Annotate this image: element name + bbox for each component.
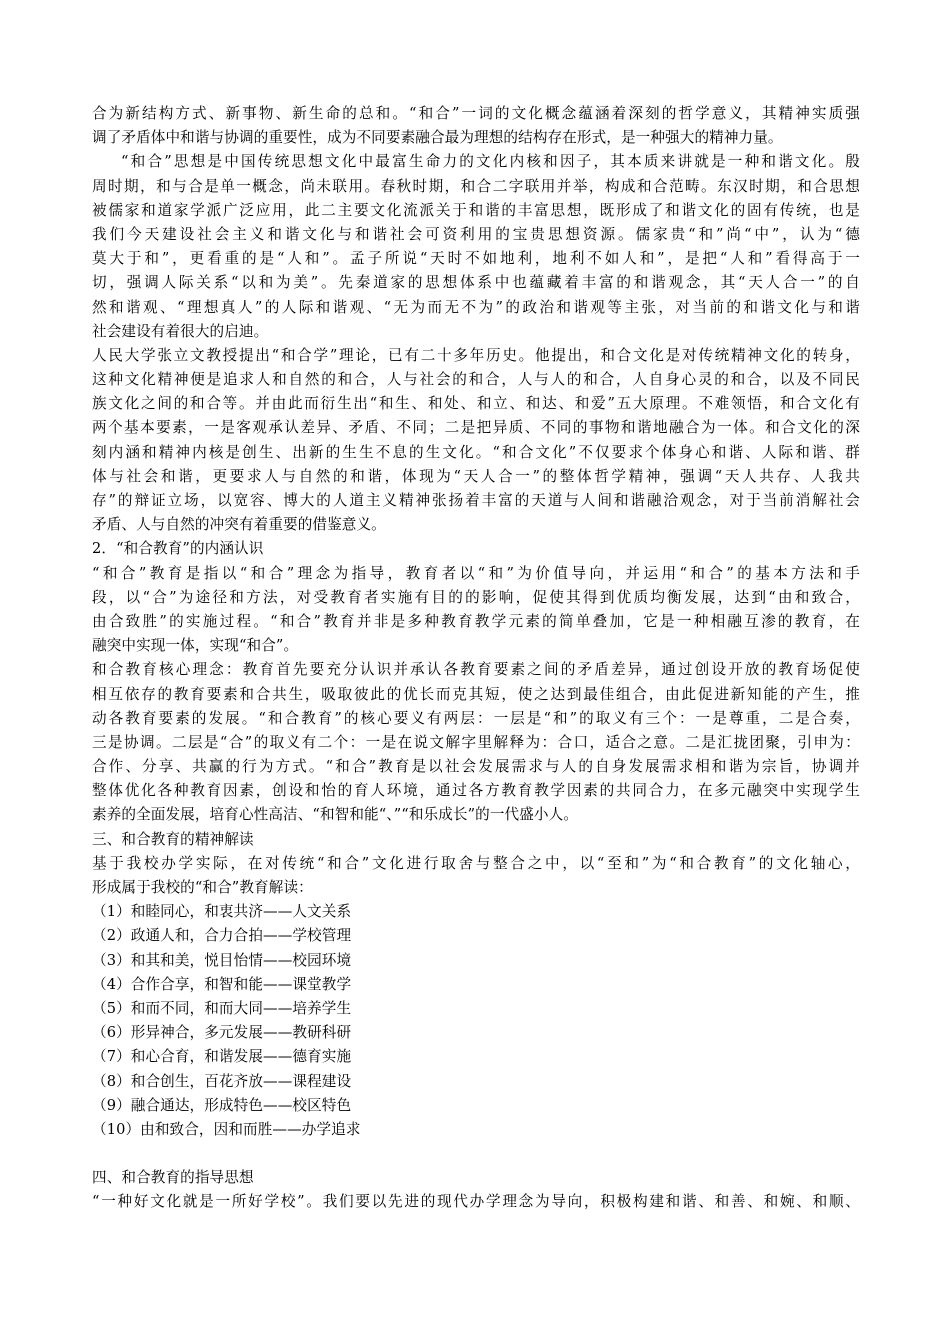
para-hehe-concept-end [92,102,860,150]
text-line: 周时期，和与合是单一概念，尚未联用。春秋时期，和合二字联用并举，构成和合范畴。东汉时期，和合思想 [92,177,860,195]
text-line: 段，以“合”为途径和方法，对受教育者实施有目的的影响，促使其得到优质均衡发展，达到“由和致合， [92,588,860,606]
para-zhang-liwen [92,344,860,538]
heading-spirit: 三、和合教育的精神解读 [92,830,254,848]
text-line: 动各教育要素的发展。“和合教育”的核心要义有两层：一层是“和”的取义有三个：一是尊重，二是合奏， [92,709,860,727]
para-school-interpretation [92,852,860,900]
text-line: 和合教育核心理念：教育首先要充分认识并承认各教育要素之间的矛盾差异，通过创设开放的教育场促使 [92,661,860,679]
text-line: “和合”教育是指以“和合”理念为指导，教育者以“和”为价值导向，并运用“和合”的基本方法和手 [92,564,860,582]
list-item: （5）和而不同，和而大同——培养学生 [92,999,352,1017]
heading-connotation: 2．“和合教育”的内涵认识 [92,540,264,558]
list-item: （2）政通人和，合力合拍——学校管理 [92,927,352,945]
text-line: “一种好文化就是一所好学校”。我们要以先进的现代办学理念为导向，积极构建和谐、和善、和婉、和顺、 [92,1193,860,1211]
interpretation-list [92,900,860,1142]
list-item: （4）合作合享，和智和能——课堂教学 [92,975,352,993]
text-line: 相互依存的教育要素和合共生，吸取彼此的优长而克其短，使之达到最佳组合，由此促进新知能的产生，推 [92,685,860,703]
list-item: （6）形异神合，多元发展——教研科研 [92,1024,352,1042]
text-line: 调了矛盾体中和谐与协调的重要性，成为不同要素融合最为理想的结构存在形式，是一种强大的精神力量。 [92,129,783,147]
text-line: 矛盾、人与自然的冲突有着重要的借鉴意义。 [92,516,386,534]
list-item: （9）融合通达，形成特色——校区特色 [92,1096,352,1114]
text-line: 族文化之间的和合等。并由此而衍生出“和生、和处、和立、和达、和爱”五大原理。不难领悟，和合文化有 [92,395,860,413]
heading-guiding: 四、和合教育的指导思想 [92,1169,254,1187]
text-line: 三是协调。二层是“合”的取义有二个：一是在说文解字里解释为：合口，适合之意。二是汇拢团聚，引申为： [92,733,860,751]
text-line: 存”的辩证立场，以宽容、博大的人道主义精神张扬着丰富的天道与人间和谐融洽观念，对于当前消解社会 [92,492,860,509]
text-line: 整体优化各种教育因素，创设和怡的育人环境，通过各方教育教学因素的共同合力，在多元融突中实现学生 [92,782,860,800]
list-item: （1）和睦同心，和衷共济——人文关系 [92,903,352,921]
list-item: （7）和心合育，和谐发展——德育实施 [92,1048,352,1066]
text-line: “和合”思想是中国传统思想文化中最富生命力的文化内核和因子，其本质来讲就是一种和谐文化。殷 [121,153,860,171]
list-item: （3）和其和美，悦目怡情——校园环境 [92,951,352,969]
document-page [92,102,860,1215]
para-core-concept [92,658,860,827]
text-line: 融突中实现一体，实现“和合”。 [92,637,299,655]
blank-line [92,1142,860,1166]
para-chinese-tradition [92,150,860,344]
text-line: 基于我校办学实际，在对传统“和合”文化进行取舍与整合之中，以“至和”为“和合教育”的文化轴心， [92,854,860,872]
text-line: 素养的全面发展，培育心性高洁、“和智和能“、”“和乐成长”的一代盛小人。 [92,806,579,824]
list-item: （10）由和致合，因和而胜——办学追求 [92,1120,361,1138]
text-line: 由合致胜”的实施过程。“和合”教育并非是多种教育教学元素的简单叠加，它是一种相融互渗的教育，在 [92,612,860,630]
text-line: 形成属于我校的“和合”教育解读： [92,879,313,896]
text-line: 合作、分享、共赢的行为方式。“和合”教育是以社会发展需求与人的自身发展需求相和谐为宗旨，协调并 [92,758,860,776]
text-line: 刻内涵和精神内核是创生、出新的生生不息的生文化。“和合文化”不仅要求个体身心和谐、人际和谐、群 [92,443,860,461]
text-line: 体与社会和谐，更要求人与自然的和谐，体现为“天人合一”的整体哲学精神，强调“天人共存、人我共 [92,467,860,485]
text-line: 切，强调人际关系“以和为美”。先秦道家的思想体系中也蕴藏着丰富的和谐观念，其“天人合一”的自 [92,274,860,292]
text-line: 然和谐观、“理想真人”的人际和谐观、“无为而无不为”的政治和谐观等主张，对当前的和谐文化与和谐 [92,298,860,316]
text-line: 莫大于和”，更看重的是“人和”。孟子所说“天时不如地利，地利不如人和”，是把“人和”看得高于一 [92,250,860,268]
para-education-definition [92,562,860,659]
text-line: 我们今天建设社会主义和谐文化与和谐社会可资利用的宝贵思想资源。儒家贵“和”尚“中”，认为“德 [92,225,860,243]
text-line: 两个基本要素，一是客观承认差异、矛盾、不同；二是把异质、不同的事物和谐地融合为一体。和合文化的深 [92,419,860,437]
text-line: 合为新结构方式、新事物、新生命的总和。“和合”一词的文化概念蕴涵着深刻的哲学意义，其精神实质强 [92,105,860,122]
text-line: 这种文化精神便是追求人和自然的和合，人与社会的和合，人与人的和合，人自身心灵的和合，以及不同民 [92,371,860,389]
text-line: 被儒家和道家学派广泛应用，此二主要文化流派关于和谐的丰富思想，既形成了和谐文化的固有传统，也是 [92,201,860,219]
text-line: 社会建设有着很大的启迪。 [92,322,269,340]
text-line: 人民大学张立文教授提出“和合学”理论，已有二十多年历史。他提出，和合文化是对传统精神文化的转身， [92,346,860,364]
list-item: （8）和合创生，百花齐放——课程建设 [92,1072,352,1090]
